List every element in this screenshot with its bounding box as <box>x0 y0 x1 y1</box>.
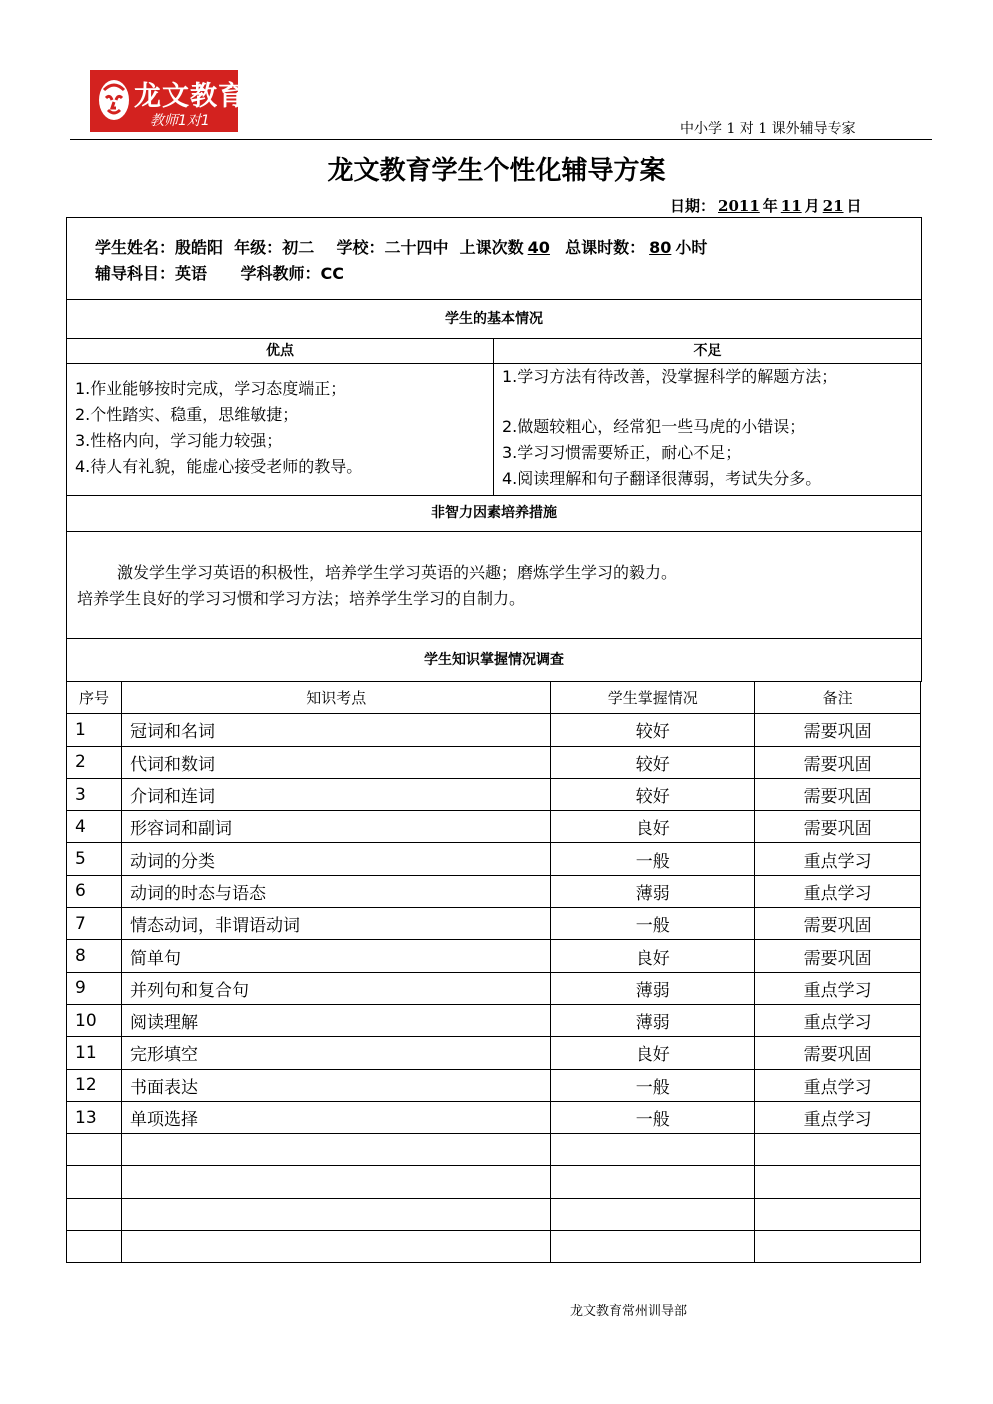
lessons-label: 上课次数 <box>459 238 524 257</box>
cell-index: 7 <box>67 908 122 940</box>
cell-mastery <box>551 1231 755 1263</box>
cell-mastery: 薄弱 <box>551 1004 755 1036</box>
student-info-box <box>66 217 922 300</box>
date-day-unit: 日 <box>846 197 862 215</box>
cell-topic: 动词的时态与语态 <box>121 875 550 907</box>
col-header-index: 序号 <box>67 682 122 714</box>
survey-table <box>66 681 921 1263</box>
hours-label: 总课时数： <box>565 238 646 257</box>
basic-heading: 学生的基本情况 <box>66 299 922 339</box>
hours-unit: 小时 <box>675 238 708 257</box>
table-row <box>67 1231 921 1263</box>
school-label: 学校： <box>336 238 385 257</box>
survey-heading: 学生知识掌握情况调查 <box>66 638 922 682</box>
strengths-heading: 优点 <box>66 338 494 364</box>
cell-remark <box>755 1166 921 1198</box>
weakness-item: 2.做题较粗心，经常犯一些马虎的小错误； <box>502 417 806 436</box>
cell-index: 11 <box>67 1037 122 1069</box>
measures-line-1: 激发学生学习英语的积极性，培养学生学习英语的兴趣；磨炼学生学习的毅力。 <box>117 563 678 582</box>
cell-topic: 简单句 <box>121 940 550 972</box>
table-row <box>67 875 921 907</box>
cell-index <box>67 1134 122 1166</box>
cell-index: 5 <box>67 843 122 875</box>
cell-remark <box>755 1231 921 1263</box>
weaknesses-heading: 不足 <box>493 338 922 364</box>
col-header-topic: 知识考点 <box>121 682 550 714</box>
cell-remark: 重点学习 <box>755 875 921 907</box>
cell-index: 8 <box>67 940 122 972</box>
cell-index: 2 <box>67 746 122 778</box>
cell-topic: 形容词和副词 <box>121 811 550 843</box>
table-row <box>67 1004 921 1036</box>
student-info-line-2 <box>95 261 344 284</box>
logo-face-icon <box>96 76 132 126</box>
cell-topic: 情态动词，非谓语动词 <box>121 908 550 940</box>
teacher-label: 学科教师： <box>240 264 321 283</box>
student-grade: 初二 <box>282 238 315 257</box>
cell-index: 6 <box>67 875 122 907</box>
cell-mastery: 薄弱 <box>551 875 755 907</box>
cell-remark: 重点学习 <box>755 1004 921 1036</box>
cell-remark: 重点学习 <box>755 1101 921 1133</box>
table-row <box>67 1134 921 1166</box>
cell-remark: 重点学习 <box>755 843 921 875</box>
cell-remark: 需要巩固 <box>755 811 921 843</box>
table-row <box>67 778 921 810</box>
page-title: 龙文教育学生个性化辅导方案 <box>327 156 666 186</box>
header-divider <box>70 139 932 140</box>
table-row <box>67 1166 921 1198</box>
date-month: 11 <box>780 197 802 215</box>
cell-topic: 代词和数词 <box>121 746 550 778</box>
cell-mastery: 良好 <box>551 811 755 843</box>
strength-item: 2.个性踏实、稳重，思维敏捷； <box>75 405 299 424</box>
student-subject: 英语 <box>175 264 208 283</box>
cell-index: 1 <box>67 714 122 746</box>
date-year-unit: 年 <box>762 197 778 215</box>
student-teacher: CC <box>320 264 344 283</box>
cell-mastery: 一般 <box>551 843 755 875</box>
cell-mastery: 薄弱 <box>551 972 755 1004</box>
table-header-row <box>67 682 921 714</box>
cell-topic: 单项选择 <box>121 1101 550 1133</box>
col-header-mastery: 学生掌握情况 <box>551 682 755 714</box>
lessons-count: 40 <box>527 238 550 257</box>
cell-index <box>67 1198 122 1230</box>
cell-mastery <box>551 1198 755 1230</box>
cell-mastery <box>551 1134 755 1166</box>
subject-label: 辅导科目： <box>95 264 176 283</box>
date-label: 日期： <box>670 197 716 215</box>
cell-mastery: 较好 <box>551 778 755 810</box>
cell-mastery <box>551 1166 755 1198</box>
cell-remark: 重点学习 <box>755 1069 921 1101</box>
cell-topic: 冠词和名词 <box>121 714 550 746</box>
tagline: 中小学 1 对 1 课外辅导专家 <box>680 121 856 137</box>
cell-mastery: 良好 <box>551 940 755 972</box>
student-info-line-1 <box>95 235 707 258</box>
cell-topic: 动词的分类 <box>121 843 550 875</box>
cell-topic: 并列句和复合句 <box>121 972 550 1004</box>
cell-index <box>67 1166 122 1198</box>
date-line <box>670 195 862 216</box>
cell-remark: 需要巩固 <box>755 778 921 810</box>
cell-remark: 需要巩固 <box>755 940 921 972</box>
cell-remark <box>755 1198 921 1230</box>
table-row <box>67 1069 921 1101</box>
cell-mastery: 一般 <box>551 1069 755 1101</box>
cell-index: 12 <box>67 1069 122 1101</box>
col-header-remark: 备注 <box>755 682 921 714</box>
table-row <box>67 843 921 875</box>
cell-index: 3 <box>67 778 122 810</box>
table-row <box>67 811 921 843</box>
cell-topic: 完形填空 <box>121 1037 550 1069</box>
table-row <box>67 972 921 1004</box>
cell-remark: 需要巩固 <box>755 746 921 778</box>
cell-topic <box>121 1231 550 1263</box>
measures-heading: 非智力因素培养措施 <box>66 495 922 532</box>
student-school: 二十四中 <box>384 238 449 257</box>
table-row <box>67 714 921 746</box>
table-row <box>67 746 921 778</box>
student-name: 殷皓阳 <box>175 238 224 257</box>
date-month-unit: 月 <box>804 197 820 215</box>
cell-index <box>67 1231 122 1263</box>
cell-topic: 书面表达 <box>121 1069 550 1101</box>
strength-item: 4.待人有礼貌，能虚心接受老师的教导。 <box>75 457 363 476</box>
table-row <box>67 1198 921 1230</box>
date-day: 21 <box>822 197 844 215</box>
logo <box>90 70 246 132</box>
weaknesses-list <box>493 363 922 496</box>
cell-remark: 需要巩固 <box>755 1037 921 1069</box>
cell-remark: 需要巩固 <box>755 714 921 746</box>
cell-topic <box>121 1198 550 1230</box>
weakness-item: 3.学习习惯需要矫正，耐心不足； <box>502 443 742 462</box>
cell-mastery: 一般 <box>551 908 755 940</box>
logo-sub-text: 教师1对1 <box>150 113 210 129</box>
cell-index: 4 <box>67 811 122 843</box>
cell-remark <box>755 1134 921 1166</box>
table-row <box>67 940 921 972</box>
cell-remark: 需要巩固 <box>755 908 921 940</box>
cell-topic: 介词和连词 <box>121 778 550 810</box>
table-row <box>67 1101 921 1133</box>
cell-topic: 阅读理解 <box>121 1004 550 1036</box>
cell-mastery: 良好 <box>551 1037 755 1069</box>
cell-index: 13 <box>67 1101 122 1133</box>
strength-item: 3.性格内向，学习能力较强； <box>75 431 283 450</box>
weakness-item: 1.学习方法有待改善，没掌握科学的解题方法； <box>502 367 838 386</box>
table-row <box>67 1037 921 1069</box>
cell-mastery: 较好 <box>551 746 755 778</box>
cell-index: 9 <box>67 972 122 1004</box>
name-label: 学生姓名： <box>95 238 176 257</box>
measures-body <box>66 531 922 639</box>
cell-index: 10 <box>67 1004 122 1036</box>
weakness-item: 4.阅读理解和句子翻译很薄弱，考试失分多。 <box>502 469 822 488</box>
cell-mastery: 一般 <box>551 1101 755 1133</box>
hours-count: 80 <box>649 238 672 257</box>
cell-mastery: 较好 <box>551 714 755 746</box>
strength-item: 1.作业能够按时完成，学习态度端正； <box>75 379 347 398</box>
grade-label: 年级： <box>234 238 283 257</box>
cell-topic <box>121 1166 550 1198</box>
footer-org: 龙文教育常州训导部 <box>570 1304 688 1319</box>
logo-brand-text: 龙文教育 <box>134 81 246 112</box>
cell-topic <box>121 1134 550 1166</box>
date-year: 2011 <box>718 197 760 215</box>
cell-remark: 重点学习 <box>755 972 921 1004</box>
measures-line-2: 培养学生良好的学习习惯和学习方法；培养学生学习的自制力。 <box>77 589 526 608</box>
strengths-list <box>66 363 494 496</box>
table-row <box>67 908 921 940</box>
